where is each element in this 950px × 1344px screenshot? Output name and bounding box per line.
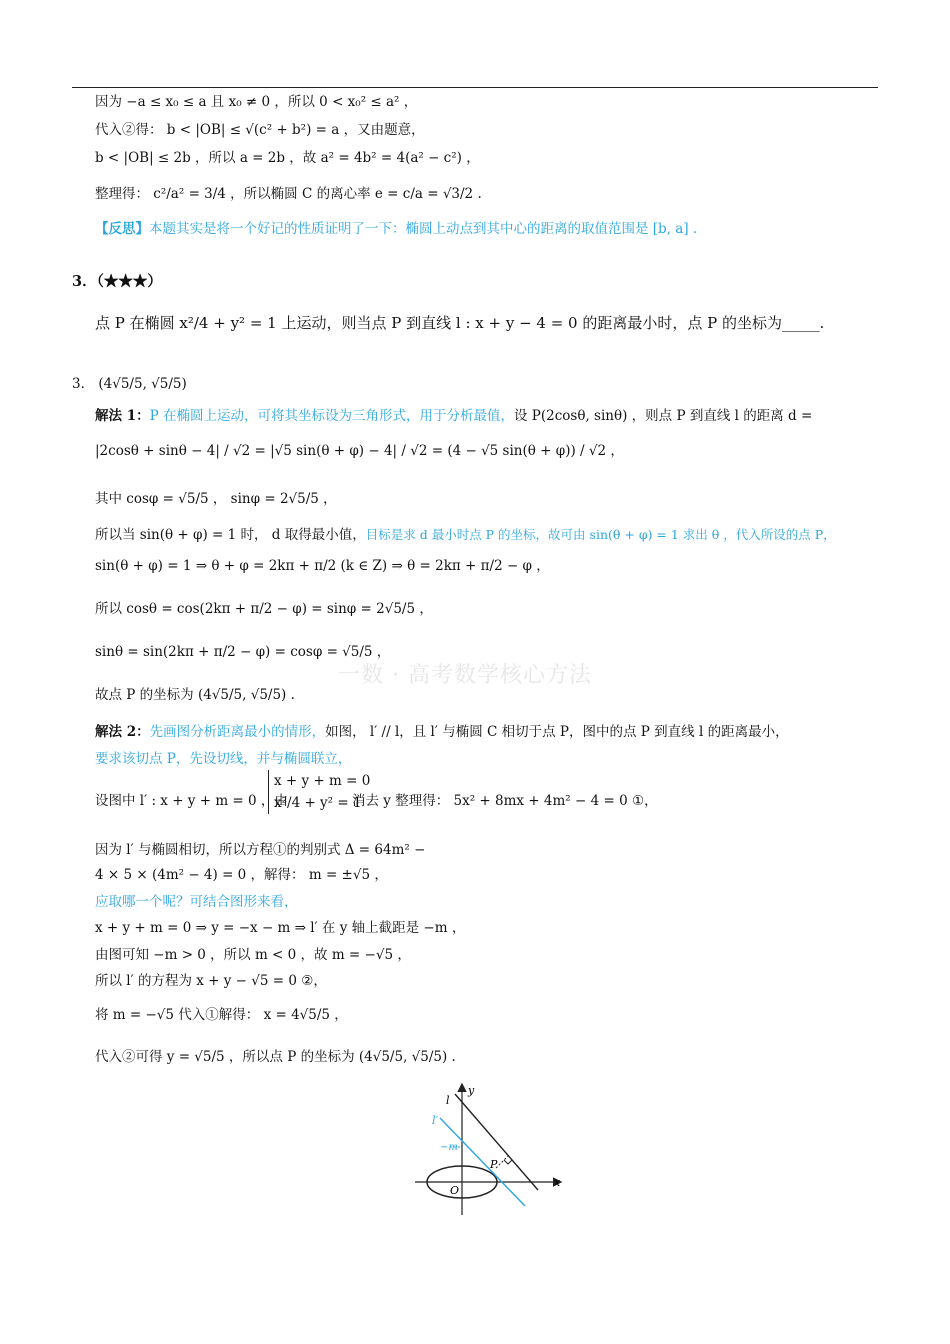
reflection-text: 本题其实是将一个好记的性质证明了一下：椭圆上动点到其中心的距离的取值范围是 [b, a] .: [149, 221, 698, 237]
method2-line-7: 所以 l′ 的方程为 x + y − √5 = 0 ②，: [95, 973, 327, 989]
method1-note-4b: 目标是求 d 最小时点 P 的坐标，故可由 sin(θ + φ) = 1 求出 θ ，代入所设的点 P，: [365, 527, 836, 542]
method1-text-1: 设 P(2cosθ, sinθ) ，则点 P 到直线 l 的距离 d =: [513, 408, 813, 424]
method2-note-3: 应取哪一个呢？可结合图形来看，: [95, 894, 298, 910]
system-eq-2: x²/4 + y² = 1: [274, 795, 362, 811]
method2-line-1: [95, 723, 789, 741]
method2-line-2a: 设图中 l′ : x + y + m = 0 ，由: [95, 793, 288, 809]
method2-line-6: 由图可知 −m > 0 ，所以 m < 0 ，故 m = −√5 ，: [95, 947, 411, 963]
method1-text-4a: 所以当 sin(θ + φ) = 1 时， d 取得最小值，: [95, 527, 366, 543]
method2-note-1: 先画图分析距离最小的情形，: [149, 724, 326, 740]
method2-line-2b: 消去 y 整理得： 5x² + 8mx + 4m² − 4 = 0 ①，: [352, 793, 658, 809]
system-eq-1: x + y + m = 0: [274, 773, 371, 789]
label-p: P: [490, 1158, 498, 1171]
label-x: x: [554, 1176, 561, 1189]
method2-note-2: 要求该切点 P，先设切线，并与椭圆联立，: [95, 751, 352, 767]
method2-text-1: 如图， l′ // l，且 l′ 与椭圆 C 相切于点 P，图中的点 P 到直线 l 的距离最小，: [325, 724, 789, 740]
method1-label: 解法 1：: [95, 408, 150, 424]
label-negm: −m: [440, 1142, 458, 1153]
label-l: l: [446, 1094, 450, 1107]
label-y: y: [468, 1084, 475, 1097]
method1-line-4: [95, 526, 836, 544]
method1-line-5: sin(θ + φ) = 1 ⇒ θ + φ = 2kπ + π/2 (k ∈ Z) ⇒ θ = 2kπ + π/2 − φ ，: [95, 558, 550, 574]
right-angle-mark: [504, 1160, 512, 1164]
ellipse-tangent-figure: [410, 1080, 570, 1220]
prev-line-3: b < |OB| ≤ 2b ，所以 a = 2b ，故 a² = 4b² = 4(a² − c²) ，: [95, 150, 480, 166]
watermark: 一数 · 高考数学核心方法: [338, 663, 592, 688]
prev-line-4: 整理得： c²/a² = 3/4 ，所以椭圆 C 的离心率 e = c/a = √3/2 .: [95, 186, 482, 202]
method1-line-6: 所以 cosθ = cos(2kπ + π/2 − φ) = sinφ = 2√5/5 ，: [95, 601, 433, 617]
method1-line-8: 故点 P 的坐标为 (4√5/5, √5/5) .: [95, 687, 295, 703]
method2-line-3: 因为 l′ 与椭圆相切，所以方程①的判别式 Δ = 64m² −: [95, 842, 426, 858]
prev-line-1: 因为 −a ≤ x₀ ≤ a 且 x₀ ≠ 0 ，所以 0 < x₀² ≤ a² ，: [95, 94, 418, 110]
question-text: 点 P 在椭圆 x²/4 + y² = 1 上运动，则当点 P 到直线 l : x + y − 4 = 0 的距离最小时，点 P 的坐标为_____.: [95, 314, 825, 332]
method2-label: 解法 2：: [95, 724, 150, 740]
reflection-tag: 【反思】: [95, 221, 149, 237]
reflection: [95, 220, 697, 238]
method2-line-5: x + y + m = 0 ⇒ y = −x − m ⇒ l′ 在 y 轴上截距是 −m ，: [95, 920, 466, 936]
method1-line-7: sinθ = sin(2kπ + π/2 − φ) = cosφ = √5/5 ，: [95, 644, 391, 660]
method1-note: P 在椭圆上运动，可将其坐标设为三角形式，用于分析最值，: [149, 408, 514, 424]
header-rule: [72, 87, 878, 88]
method2-line-8: 将 m = −√5 代入①解得： x = 4√5/5 ，: [95, 1007, 348, 1023]
method1-line-1: [95, 407, 812, 425]
question-header: 3．（★★★）: [72, 273, 162, 290]
prev-line-2: 代入②得： b < |OB| ≤ √(c² + b²) = a ，又由题意，: [95, 122, 425, 138]
method2-line-4: 4 × 5 × (4m² − 4) = 0 ，解得： m = ±√5 ，: [95, 867, 388, 883]
method2-line-9: 代入②可得 y = √5/5 ，所以点 P 的坐标为 (4√5/5, √5/5) .: [95, 1049, 456, 1065]
method1-line-2: |2cosθ + sinθ − 4| / √2 = |√5 sin(θ + φ) − 4| / √2 = (4 − √5 sin(θ + φ)) / √2 ，: [95, 443, 624, 459]
label-lprime: l′: [432, 1114, 439, 1127]
answer: 3． (4√5/5, √5/5): [72, 376, 187, 392]
method1-line-3: 其中 cosφ = √5/5 ， sinφ = 2√5/5 ，: [95, 491, 337, 507]
label-o: O: [450, 1184, 460, 1197]
